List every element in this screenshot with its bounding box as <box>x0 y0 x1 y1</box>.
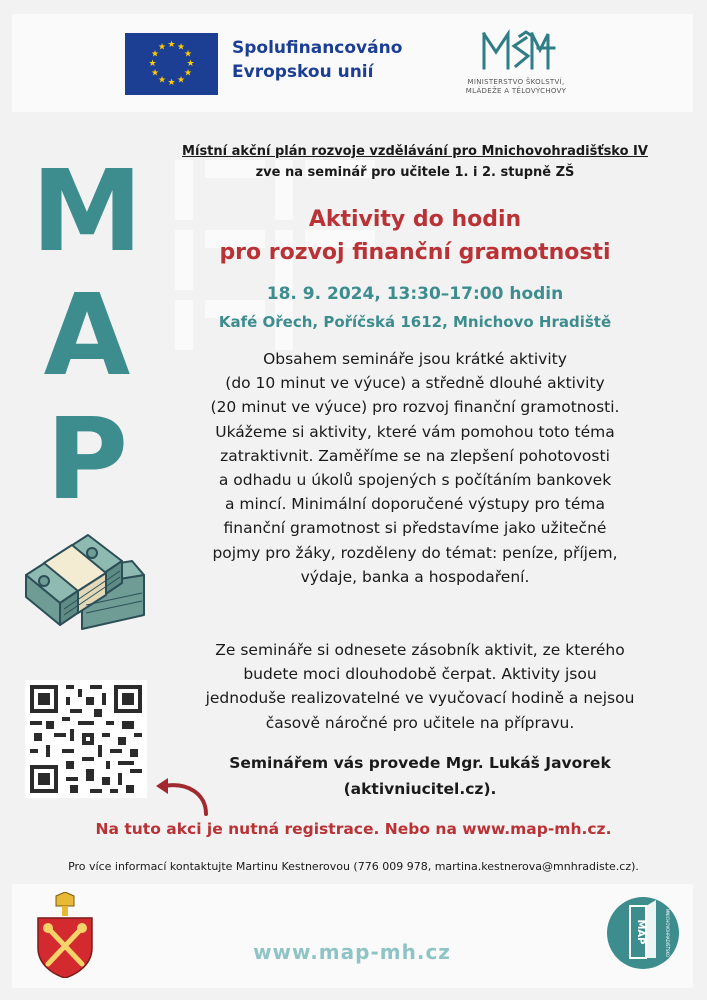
msmt-name <box>446 78 586 96</box>
event-title-line1: Aktivity do hodin <box>308 207 522 232</box>
para1-line: finanční gramotnost si představíme jako užitečné <box>223 519 607 538</box>
lecturer-name: Seminářem vás provede Mgr. Lukáš Javorek <box>229 754 611 772</box>
para1-line: Obsahem semináře jsou krátké aktivity <box>263 350 567 368</box>
svg-text:★: ★ <box>176 42 186 53</box>
para1-line: a odhadu u úkolů spojených s počítáním bankovek <box>218 471 612 490</box>
svg-text:★: ★ <box>157 42 167 53</box>
para1-line: (do 10 minut ve výuce) a středně dlouhé aktivity <box>225 374 605 393</box>
para1-line: a mincí. Minimální doporučené výstupy pro téma <box>224 495 606 514</box>
money-stack-icon <box>22 525 150 637</box>
top-banner <box>12 14 693 112</box>
svg-text:★: ★ <box>176 75 186 86</box>
para1-line: pojmy pro žáky, rozděleny do témat: peníze, příjem, <box>212 543 618 562</box>
msmt-line1: MINISTERSTVO ŠKOLSTVÍ, <box>467 78 565 86</box>
svg-text:★: ★ <box>186 59 195 69</box>
eu-flag-icon <box>125 33 218 95</box>
para2-line: Ze semináře si odnesete zásobník aktivit, ze kterého <box>215 641 625 659</box>
letter-m: M <box>31 147 143 277</box>
curved-arrow-icon <box>152 772 216 818</box>
description-paragraph-1 <box>150 347 680 589</box>
para1-line: Ukážeme si aktivity, které vám pomohou toto téma <box>215 422 615 441</box>
letter-p: P <box>45 395 129 525</box>
lecturer-website: (aktivniucitel.cz). <box>343 780 497 798</box>
event-date: 18. 9. 2024, 13:30–17:00 hodin <box>266 284 564 304</box>
svg-text:★: ★ <box>183 49 193 60</box>
bottom-banner <box>12 884 693 988</box>
svg-text:★: ★ <box>167 78 176 88</box>
event-title-line2: pro rozvoj finanční gramotnosti <box>219 240 611 265</box>
msmt-line2: MLÁDEŽE A TĚLOVÝCHOVY <box>465 87 567 95</box>
svg-text:★: ★ <box>150 49 160 60</box>
website-url[interactable]: www.map-mh.cz <box>253 940 451 964</box>
eu-cofinancing-label <box>232 36 402 84</box>
invite-audience: zve na seminář pro učitele 1. i 2. stupně ZŠ <box>255 165 575 180</box>
map-logo-subtext: MNICHOVOHRADIŠŤSKO <box>665 908 670 958</box>
registration-notice: Na tuto akci je nutná registrace. Nebo na www.map-mh.cz. <box>95 820 612 838</box>
map-logo-text: MAP <box>635 919 646 945</box>
svg-text:★: ★ <box>167 40 176 50</box>
svg-text:★: ★ <box>150 68 160 79</box>
event-title <box>150 203 680 269</box>
para2-line: jednoduše realizovatelné ve vyučovací hodině a nejsou <box>205 689 635 708</box>
event-venue: Kafé Ořech, Poříčská 1612, Mnichovo Hradiště <box>218 313 612 331</box>
para1-line: výdaje, banka a hospodaření. <box>300 567 530 586</box>
map-logo-icon <box>606 896 680 970</box>
svg-text:★: ★ <box>183 68 193 79</box>
para2-line: časově náročné pro učitele na přípravu. <box>265 713 575 732</box>
msmt-logo-icon <box>446 28 586 102</box>
eu-text-line2: Evropskou unií <box>232 62 374 82</box>
invite-organizer: Místní akční plán rozvoje vzdělávání pro Mnichovohradišťsko IV <box>182 144 648 159</box>
svg-text:★: ★ <box>148 59 157 69</box>
qr-code-icon[interactable] <box>25 680 147 798</box>
svg-text:★: ★ <box>157 75 167 86</box>
eu-text-line1: Spolufinancováno <box>232 38 403 58</box>
contact-info: Pro více informací kontaktujte Martinu Kestnerovou (776 009 978, martina.kestnerova@mnhradiste.cz). <box>68 860 639 873</box>
letter-a: A <box>43 271 131 401</box>
map-side-letters <box>28 147 146 525</box>
description-paragraph-2 <box>160 638 680 735</box>
town-crest-icon <box>34 892 96 978</box>
para2-line: budete moci dlouhodobě čerpat. Aktivity jsou <box>243 665 597 684</box>
lecturer-info <box>160 750 680 802</box>
para1-line: zatraktivnit. Zaměříme se na zlepšení pohotovosti <box>220 446 610 465</box>
para1-line: (20 minut ve výuce) pro rozvoj finanční gramotnosti. <box>210 398 620 417</box>
